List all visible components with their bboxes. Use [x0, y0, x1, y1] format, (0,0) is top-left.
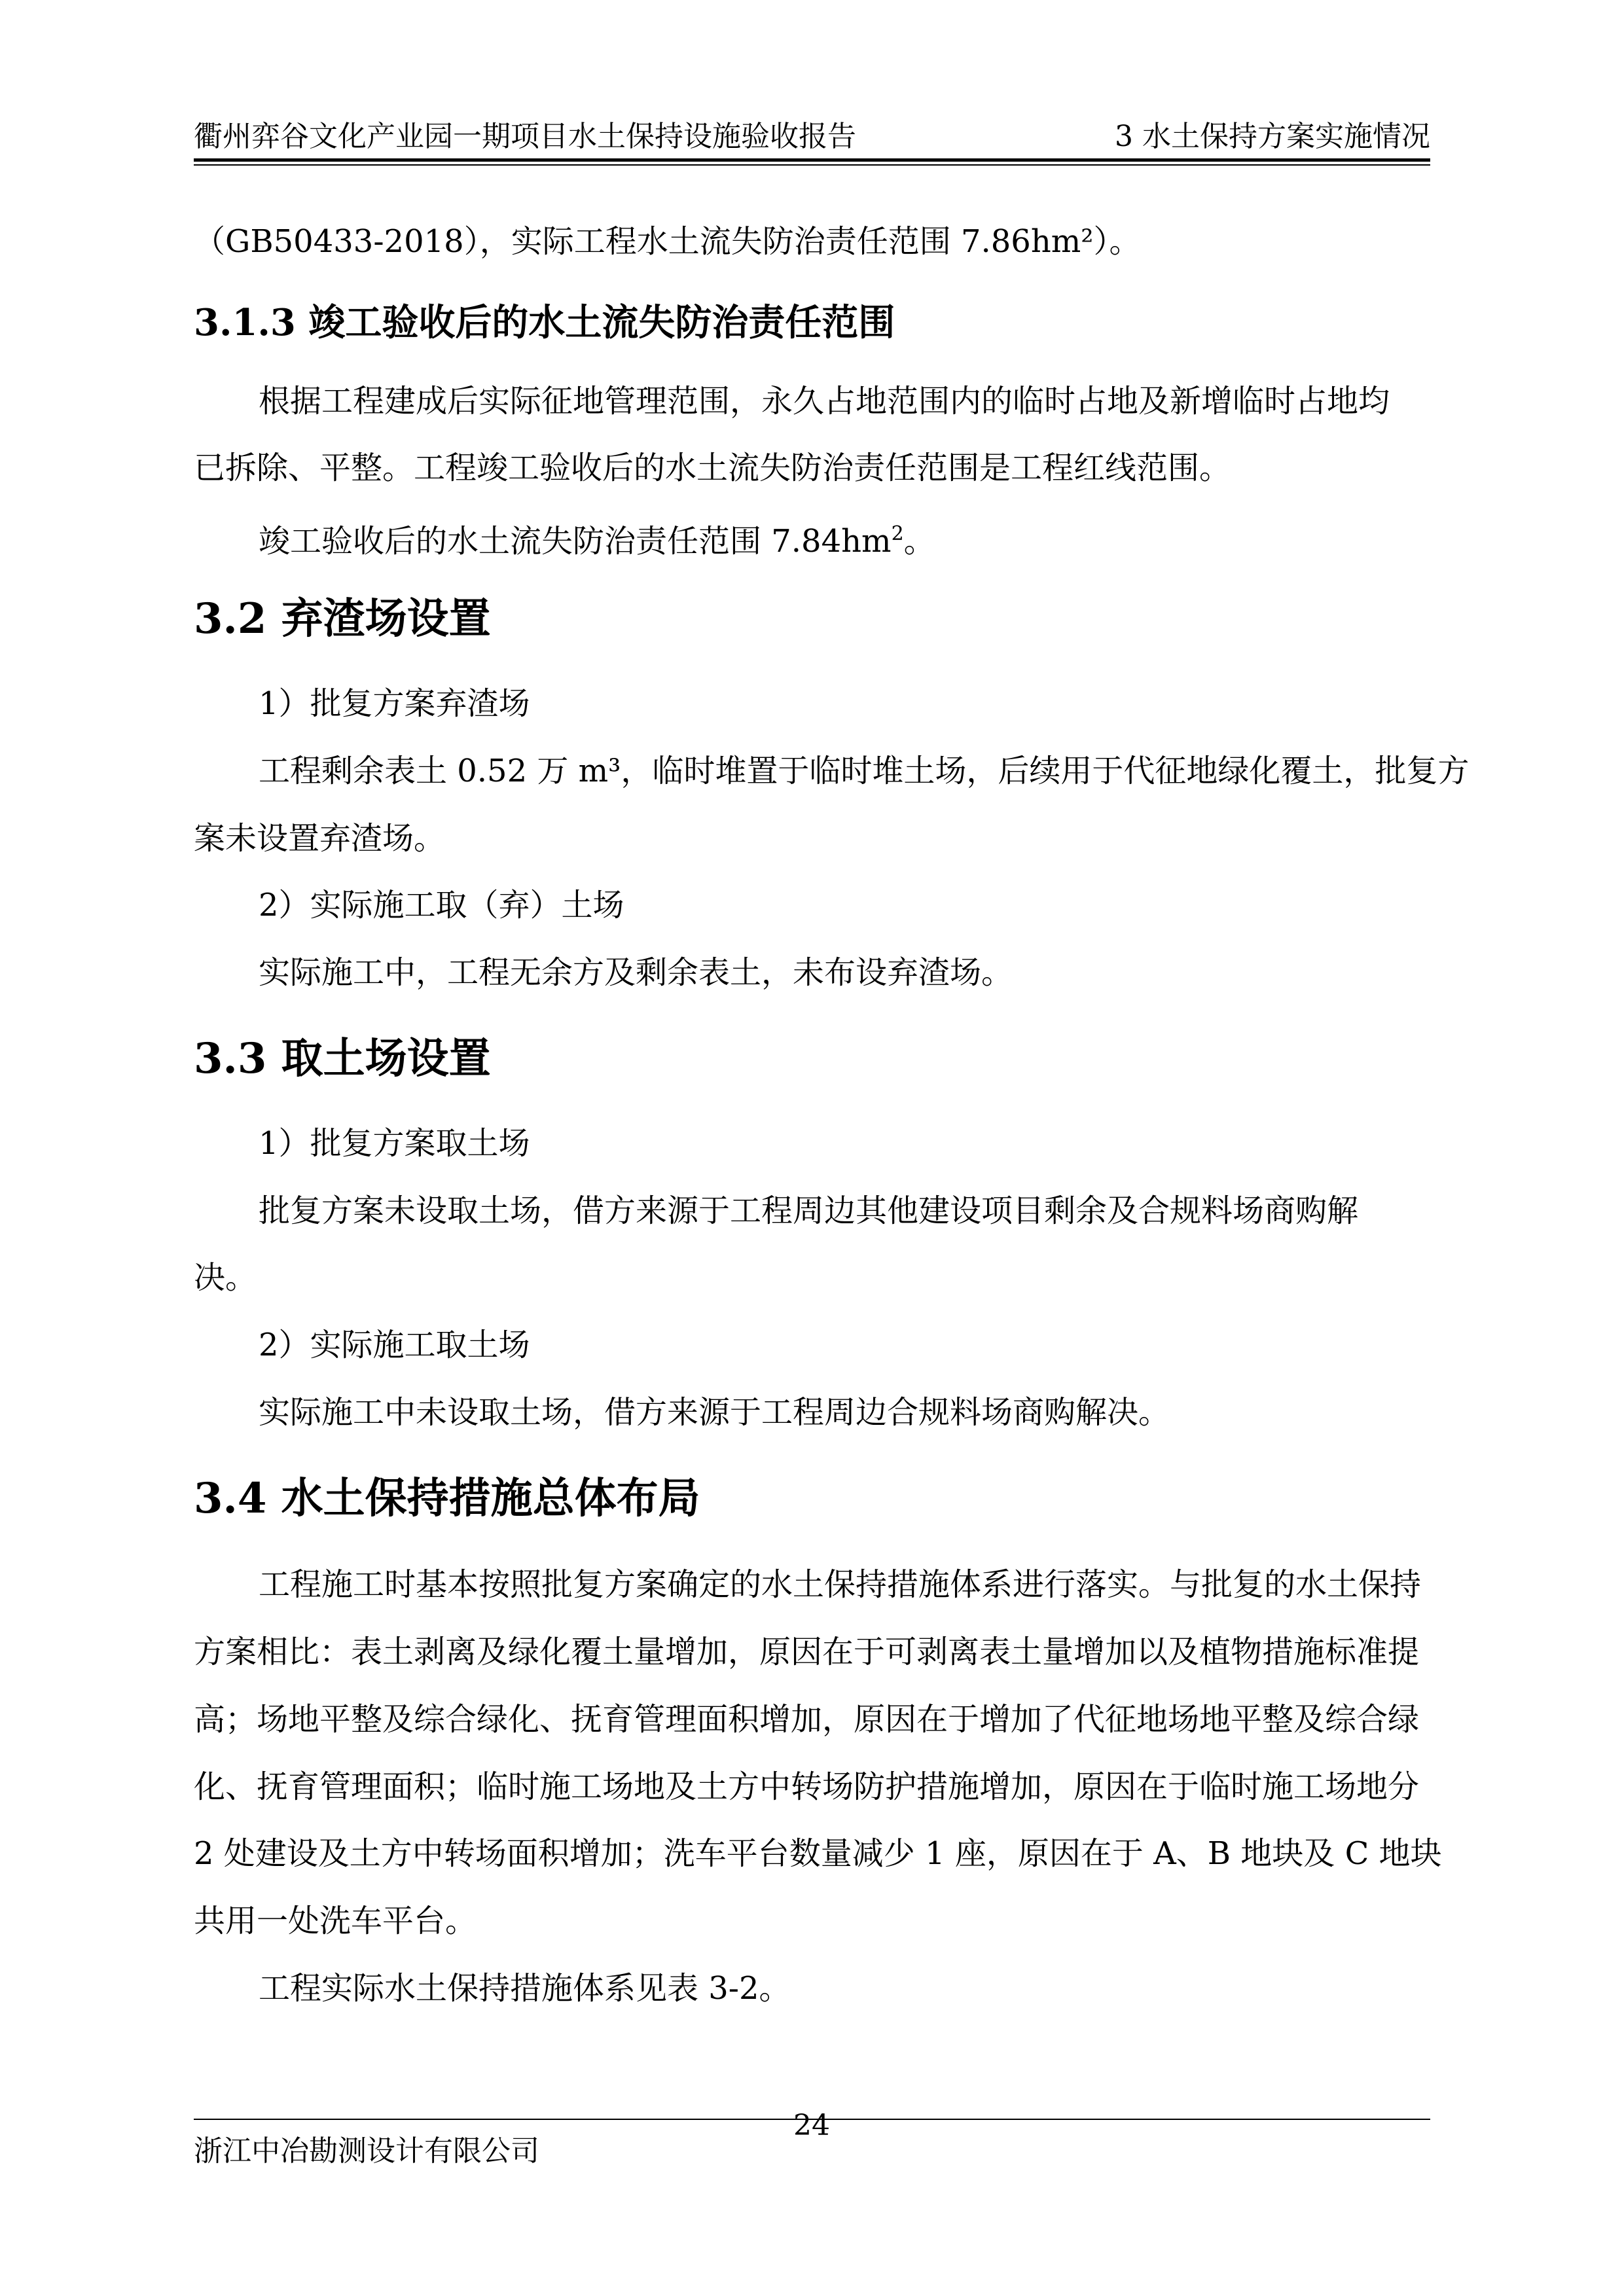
- paragraph-line: 批复方案未设取土场，借方来源于工程周边其他建设项目剩余及合规料场商购解: [259, 1193, 1359, 1229]
- paragraph-line: 实际施工中，工程无余方及剩余表土，未布设弃渣场。: [259, 954, 1013, 991]
- paragraph-line: 化、抚育管理面积；临时施工场地及土方中转场防护措施增加，原因在于临时施工场地分: [194, 1768, 1420, 1805]
- superscript: 2: [891, 522, 904, 545]
- continued-line: （GB50433-2018），实际工程水土流失防治责任范围 7.86hm²）。: [194, 223, 1141, 260]
- list-item-heading: 2）实际施工取土场: [259, 1327, 530, 1363]
- heading-3-3: 3.3 取土场设置: [194, 1034, 491, 1083]
- paragraph-line: 工程剩余表土 0.52 万 m³，临时堆置于临时堆土场，后续用于代征地绿化覆土，批复方: [259, 753, 1470, 789]
- running-header-title: 衢州弈谷文化产业园一期项目水土保持设施验收报告: [194, 120, 856, 153]
- paragraph-line: 案未设置弃渣场。: [194, 820, 446, 857]
- paragraph-line: 决。: [194, 1259, 257, 1296]
- list-item-heading: 2）实际施工取（弃）土场: [259, 887, 624, 924]
- paragraph-area: [259, 514, 935, 561]
- paragraph-line: 共用一处洗车平台。: [194, 1903, 477, 1939]
- paragraph-line: 工程实际水土保持措施体系见表 3-2。: [259, 1970, 791, 2007]
- paragraph-line: 2 处建设及土方中转场面积增加；洗车平台数量减少 1 座，原因在于 A、B 地块及 C 地块: [194, 1835, 1442, 1872]
- paragraph-line: 方案相比：表土剥离及绿化覆土量增加，原因在于可剥离表土量增加以及植物措施标准提: [194, 1634, 1420, 1670]
- list-item-heading: 1）批复方案弃渣场: [259, 685, 530, 722]
- header-rule-thick: [194, 158, 1430, 162]
- running-header-chapter: 3 水土保持方案实施情况: [1115, 120, 1430, 153]
- paragraph-line: 根据工程建成后实际征地管理范围，永久占地范围内的临时占地及新增临时占地均: [259, 383, 1390, 420]
- heading-3-2: 3.2 弃渣场设置: [194, 594, 491, 643]
- header-rule-thin: [194, 164, 1430, 166]
- paragraph-line: 已拆除、平整。工程竣工验收后的水土流失防治责任范围是工程红线范围。: [194, 450, 1231, 486]
- paragraph-line: 工程施工时基本按照批复方案确定的水土保持措施体系进行落实。与批复的水土保持: [259, 1566, 1422, 1603]
- page-number: 24: [793, 2109, 830, 2142]
- paragraph-line: 高；场地平整及综合绿化、抚育管理面积增加，原因在于增加了代征地场地平整及综合绿: [194, 1701, 1420, 1738]
- heading-3-1-3: 3.1.3 竣工验收后的水土流失防治责任范围: [194, 301, 895, 344]
- paragraph-area-text: 竣工验收后的水土流失防治责任范围 7.84hm: [259, 523, 892, 560]
- paragraph-line: 实际施工中未设取土场，借方来源于工程周边合规料场商购解决。: [259, 1394, 1170, 1431]
- paragraph-area-end: 。: [903, 523, 935, 560]
- list-item-heading: 1）批复方案取土场: [259, 1125, 530, 1162]
- heading-3-4: 3.4 水土保持措施总体布局: [194, 1474, 700, 1523]
- footer-company: 浙江中冶勘测设计有限公司: [194, 2134, 539, 2168]
